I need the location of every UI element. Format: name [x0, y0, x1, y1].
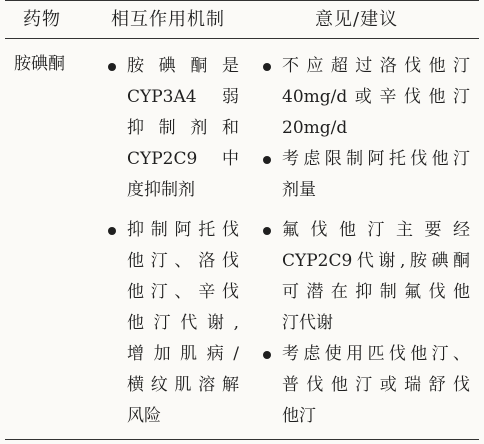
mechanism-line: 抑制阿托伐 — [127, 220, 239, 240]
header-advice: 意见/建议 — [315, 9, 399, 30]
mechanism-line: 胺碘酮是 — [127, 56, 239, 76]
header-drug: 药物 — [23, 9, 61, 30]
advice-line: CYP2C9代谢,胺碘酮 — [282, 251, 470, 271]
advice-line: 考虑限制阿托伐他汀 — [282, 149, 470, 169]
bullet-icon — [263, 156, 271, 164]
mechanism-line: CYP2C9中 — [127, 149, 239, 169]
mechanism-line: 横纹肌溶解 — [127, 375, 239, 395]
bullet-icon — [108, 63, 116, 71]
advice-line: 汀代谢 — [282, 313, 333, 333]
mechanism-line: 增加肌病/ — [127, 344, 239, 364]
advice-line: 氟伐他汀主要经 — [282, 220, 470, 240]
advice-line: 可潜在抑制氟伐他 — [282, 282, 470, 302]
bullet-icon — [263, 63, 271, 71]
advice-line: 他汀 — [282, 406, 316, 426]
mechanism-line: 抑制剂和 — [127, 118, 239, 138]
advice-line: 普伐他汀或瑞舒伐 — [282, 375, 470, 395]
bullet-icon — [263, 227, 271, 235]
drug-interaction-table — [5, 0, 479, 440]
header-mechanism: 相互作用机制 — [111, 9, 225, 30]
bullet-icon — [108, 227, 116, 235]
mechanism-line: CYP3A4弱 — [127, 87, 239, 107]
advice-line: 剂量 — [282, 180, 316, 200]
advice-line: 考虑使用匹伐他汀、 — [282, 344, 470, 364]
advice-line: 20mg/d — [282, 118, 348, 138]
mechanism-line: 他汀代谢, — [127, 313, 239, 333]
advice-line: 40mg/d或辛伐他汀 — [282, 87, 470, 107]
mechanism-line: 他汀、辛伐 — [127, 282, 239, 302]
mechanism-line: 度抑制剂 — [127, 180, 195, 200]
advice-line: 不应超过洛伐他汀 — [282, 56, 470, 76]
drug-name: 胺碘酮 — [14, 54, 65, 74]
mechanism-line: 他汀、洛伐 — [127, 251, 239, 271]
table-header — [5, 1, 479, 39]
mechanism-line: 风险 — [127, 406, 161, 426]
bullet-icon — [263, 351, 271, 359]
